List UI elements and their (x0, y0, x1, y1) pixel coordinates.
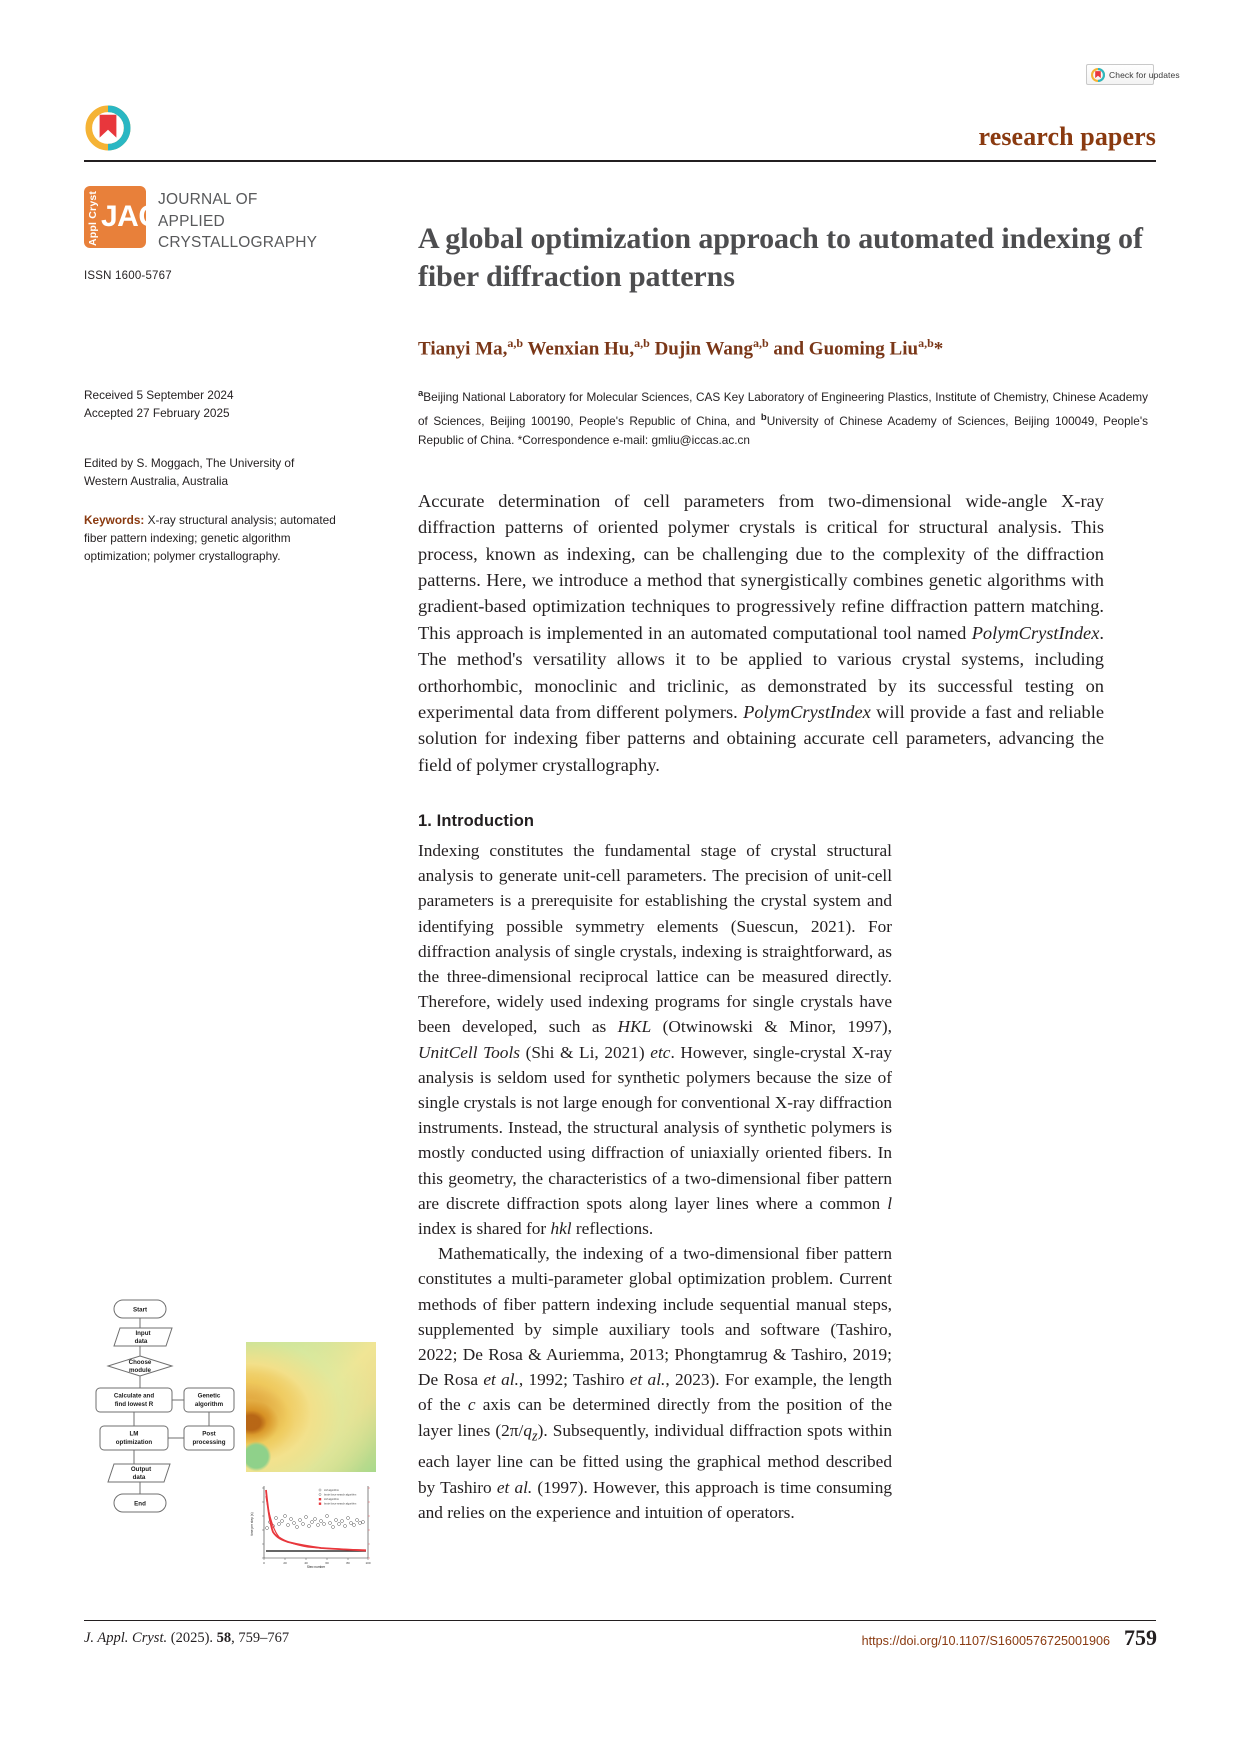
flow-node-post-2: processing (192, 1439, 226, 1446)
flow-node-post-1: Post (202, 1430, 216, 1438)
abstract: Accurate determination of cell parameters from two-dimensional wide-angle X-ray diffraction patterns of oriented polymer crystals is critical for structural analysis. This process, known as indexing, can be challenging due to the complexity of the diffraction patterns. Here, we introduce a method that synergistically combines genetic algorithms with gradient-based optimization techniques to progressively refine diffraction pattern matching. This approach is implemented in an automated computational tool named PolymCrystIndex. The method's versatility allows it to be applied to various crystal systems, including orthorhombic, monoclinic and triclinic, as demonstrated by its successful testing on experimental data from different polymers. PolymCrystIndex will provide a fast and reliable solution for indexing fiber patterns and obtaining accurate cell parameters, advancing the field of polymer crystallography. (418, 490, 1105, 775)
body-paragraph-1: Indexing constitutes the fundamental stage of crystal structural analysis to generate unit-cell parameters. The precision of unit-cell parameters is a prerequisite for establishing the crystal system and identifying possible symmetry elements (Suescun, 2021). For diffraction analysis of single crystals, indexing is straightforward, as the three-dimensional reciprocal lattice can be measured directly. Therefore, widely used indexing programs for single crystals have been developed, such as HKL (Otwinowski & Minor, 1997), UnitCell Tools (Shi & Li, 2021) etc. However, single-crystal X-ray analysis is seldom used for synthetic polymers because the size of single crystals is not large enough for conventional X-ray diffraction instruments. Instead, the structural analysis of synthetic polymers is mostly conducted using diffraction of uniaxially oriented fibers. In this geometry, the characteristics of a two-dimensional fiber pattern are discrete diffraction spots along layer lines where a common l index is shared for hkl reflections. (418, 841, 892, 1239)
svg-text:100: 100 (365, 1561, 371, 1565)
footer-rule (84, 1620, 1156, 1621)
flow-node-calc-1: Calculate and (113, 1392, 155, 1400)
chart-xlabel: Step number (306, 1565, 326, 1568)
flow-node-input-1: Input (135, 1330, 151, 1337)
flow-node-ga-1: Genetic (197, 1392, 221, 1400)
journal-name-line-3: CRYSTALLOGRAPHY (158, 234, 318, 251)
body-paragraph-2: Mathematically, the indexing of a two-dimensional fiber pattern constitutes a multi-parameter global optimization problem. Current methods of fiber pattern indexing include sequential manual steps, supplemented by simple auxiliary tools and software (Tashiro, 2022; De Rosa & Auriemma, 2013; Phongtamrug & Tashiro, 2019; De Rosa et al., 1992; Tashiro et al., 2023). For example, the length of the c axis can be determined directly from the position of the layer lines $(2\pi/q_z)$. Subsequently, individual diffraction spots within each layer line can be fitted using the graphical method described by Tashiro et al. (1997). However, this approach is time consuming and relies on the experience and intuition of operators. (418, 1244, 892, 1522)
author-list: Tianyi Ma,$^{a,b}$ Wenxian Hu,$^{a,b}$ Dujin Wang$^{a,b}$ and Guoming Liu$^{a,b}$* (418, 336, 944, 360)
check-for-updates-label: Check for updates (1109, 69, 1180, 80)
page-title: A global optimization approach to automated indexing of fiber diffraction patterns (418, 222, 1143, 294)
flow-node-lm-1: LM (129, 1430, 139, 1438)
body-column (418, 838, 892, 1525)
svg-text:60: 60 (325, 1561, 329, 1565)
flow-node-lm-2: optimization (115, 1439, 153, 1446)
flow-node-choose-2: module (128, 1367, 152, 1374)
running-head: research papers (978, 122, 1156, 151)
crossmark-icon (1091, 68, 1105, 82)
jac-tile-abbrev: JAC (101, 200, 160, 233)
journal-logo-block (84, 186, 352, 254)
journal-name-line-1: JOURNAL OF (158, 191, 258, 208)
iucr-bookmark-logo (84, 104, 132, 152)
jac-tile-vertical-label: Appl Cryst (87, 190, 99, 246)
svg-text:20: 20 (283, 1561, 287, 1565)
keywords-label: Keywords: (84, 513, 145, 527)
jac-tile (84, 186, 160, 248)
editor-note: Edited by S. Moggach, The University of Western Australia, Australia (84, 456, 295, 488)
received-date: Received 5 September 2024 (84, 388, 234, 402)
page-number: 759 (1124, 1625, 1157, 1650)
citation-journal: J. Appl. Cryst. (84, 1630, 168, 1646)
journal-name-line-2: APPLIED (158, 212, 225, 230)
header-rule (84, 160, 1156, 162)
legend-item-1: brute force search algorithm (324, 1493, 357, 1497)
svg-text:40: 40 (304, 1561, 308, 1565)
journal-name (158, 186, 317, 254)
citation-line (84, 1630, 289, 1647)
issn: ISSN 1600-5767 (84, 269, 172, 282)
legend-item-0: LM algorithm (324, 1489, 339, 1492)
sidebar (84, 186, 352, 563)
section-heading-introduction: 1. Introduction (418, 812, 535, 831)
flow-node-output-2: data (132, 1474, 146, 1481)
accepted-date: Accepted 27 February 2025 (84, 406, 230, 420)
flow-node-output-1: Output (130, 1466, 152, 1473)
doi-link[interactable]: https://doi.org/10.1107/S1600576725001906 (861, 1634, 1110, 1648)
keywords (84, 511, 346, 565)
citation-volume: 58 (216, 1630, 232, 1646)
flow-node-choose-1: Choose (128, 1359, 152, 1366)
flow-node-ga-2: algorithm (194, 1401, 224, 1408)
flow-node-calc-2: find lowest R (114, 1401, 154, 1408)
figure-graphical-abstract (92, 1298, 376, 1568)
svg-text:0: 0 (263, 1561, 265, 1565)
diffraction-heatmap (246, 1342, 376, 1472)
citation-pages: , 759–767 (231, 1630, 290, 1646)
affiliations: $^a$Beijing National Laboratory for Molecular Sciences, CAS Key Laboratory of Engineering Plastics, Institute of Chemistry, Chinese Academy of Sciences, Beijing 100190, People's Republic of China, and $^b$University of Chinese Academy of Sciences, Beijing 100049, People's Republic of China. *Correspondence e-mail: gmliu@iccas.ac.cn (418, 388, 1148, 448)
flowchart-diagram (92, 1298, 238, 1568)
chart-ylabel: time per step (s) (250, 1512, 254, 1536)
flow-node-input-2: data (134, 1338, 148, 1345)
submission-dates (84, 386, 352, 422)
check-for-updates-badge[interactable] (1086, 64, 1180, 85)
svg-text:80: 80 (346, 1561, 350, 1565)
article-head (418, 200, 1156, 831)
flow-node-start: Start (132, 1306, 148, 1314)
convergence-chart (246, 1480, 376, 1568)
flow-node-end: End (134, 1500, 146, 1508)
citation-year: (2025). (167, 1630, 217, 1646)
legend-item-3: brute force search algorithm (324, 1502, 357, 1506)
keywords-text: X-ray structural analysis; automated fiber pattern indexing; genetic algorithm optimization; polymer crystallography. (84, 513, 336, 563)
legend-item-2: LM algorithm (324, 1498, 339, 1502)
